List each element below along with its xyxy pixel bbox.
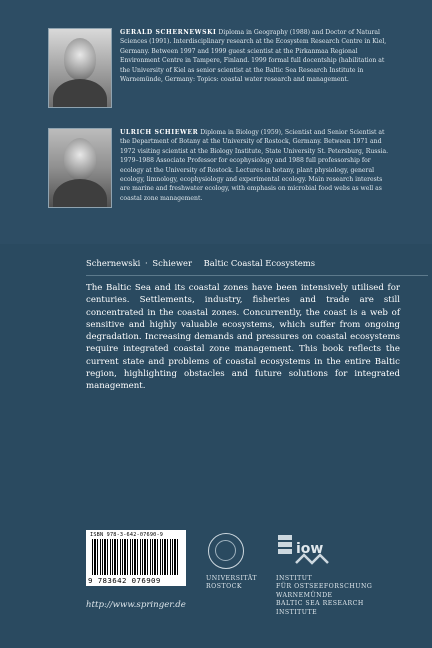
publisher-url: http://www.springer.de [86, 600, 186, 610]
author-bio-body: Diploma in Geography (1988) and Doctor of Natural Sciences (1991). Interdisciplinary research at the Ecosystem Research Centre in Kiel, Germany. Between 1997 and 1999 guest scientist at the Pirkanmaa Regional Environment Centre in Tampere, Finland. 1999 formal full docentship (habilitation at the University of Kiel as senior scientist at the Baltic Sea Research Institute in Warnemünde, Germany: Topics: coastal water research and management. [120, 29, 387, 84]
cover-author-2: Schiewer [152, 258, 192, 268]
divider [86, 275, 428, 276]
book-description: The Baltic Sea and its coastal zones have been intensively utilised for centuries. Settlements, industry, fisheries and trade are still concentrated in the coastal zones. Concurrently, the coast is a web of sensitive and highly valuable ecosystems, which suffer from ongoing degradation. Increasing demands and pressures on coastal ecosystems require integrated coastal zone management. This book reflects the current state and problems of coastal ecosystems in the entire Baltic region, highlighting obstacles and future solutions for integrated management. [86, 283, 400, 392]
author-photo [48, 28, 112, 108]
book-title: Baltic Coastal Ecosystems [203, 258, 316, 268]
author-bio-body: Diploma in Biology (1959), Scientist and Senior Scientist at the Department of Botany at the University of Rostock, Germany. Between 1971 and 1972 visiting scientist at the Biology Institute, State University St. Petersburg, Russia. 1979–1988 Associate Professor for ecophysiology and 1988 full professorship for ecology at the University of Rostock. Lectures in botany, plant physiology, general ecology, limnology, ecophysiology and experimental ecology. Main research interests are marine and freshwater ecology, with emphasis on microbial food webs as well as coastal zone management. [120, 129, 389, 202]
author-bio-text [120, 128, 390, 203]
university-name: UNIVERSITÄT ROSTOCK [206, 575, 257, 591]
author-name: ULRICH SCHIEWER [120, 129, 199, 136]
institute-name: INSTITUT FÜR OSTSEEFORSCHUNG WARNEMÜNDE BALTIC SEA RESEARCH INSTITUTE [276, 575, 373, 616]
author-photo [48, 128, 112, 208]
institute-logo-icon [276, 533, 336, 569]
barcode-icon [92, 539, 180, 575]
cover-author-title-line [86, 258, 315, 268]
author-bio-text [120, 28, 390, 84]
university-seal-icon [208, 533, 244, 569]
cover-author-separator: · [145, 258, 148, 268]
ean-number: 9 783642 076909 [88, 576, 161, 585]
cover-author-1: Schernewski [86, 258, 141, 268]
isbn-number: ISBN 978-3-642-07690-9 [90, 532, 164, 538]
institute-logo-text: iow [296, 541, 324, 557]
author-name: GERALD SCHERNEWSKI [120, 29, 217, 36]
isbn-barcode [86, 530, 186, 586]
